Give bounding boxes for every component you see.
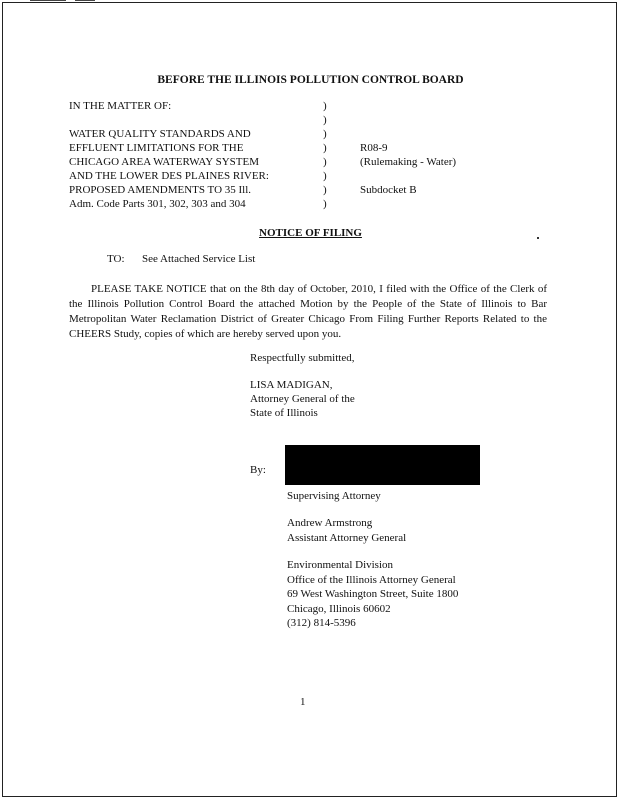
attorney-name: Andrew Armstrong bbox=[287, 517, 373, 529]
docket-type: (Rulemaking - Water) bbox=[360, 156, 457, 168]
redaction-box bbox=[285, 445, 480, 485]
street: 69 West Washington Street, Suite 1800 bbox=[287, 588, 459, 600]
office-address bbox=[287, 558, 458, 631]
caption-line: IN THE MATTER OF: bbox=[69, 100, 172, 112]
division: Environmental Division bbox=[287, 559, 394, 571]
signatory-role: Attorney General of the bbox=[250, 393, 355, 405]
closing: Respectfully submitted, bbox=[250, 352, 355, 364]
caption-parentheses bbox=[323, 99, 327, 211]
docket-number: R08-9 bbox=[360, 142, 388, 154]
caption-line: WATER QUALITY STANDARDS AND bbox=[69, 128, 251, 140]
by-label: By: bbox=[250, 464, 266, 476]
paren: ) bbox=[323, 170, 327, 182]
to-label: TO: bbox=[107, 253, 125, 265]
notice-title: NOTICE OF FILING bbox=[259, 227, 362, 239]
paren: ) bbox=[323, 142, 327, 154]
caption-line: PROPOSED AMENDMENTS TO 35 Ill. bbox=[69, 184, 252, 196]
notice-body-text: PLEASE TAKE NOTICE that on the 8th day of October, 2010, I filed with the Office of the Clerk of the Illinois Pollution Control Board the attached Motion by the People of the State of Illinois to Bar Metropolitan Water Reclamation District of Greater Chicago From Filing Further Reports Related to the CHEERS Study, copies of which are hereby served upon you. bbox=[69, 283, 547, 340]
caption-line: EFFLUENT LIMITATIONS FOR THE bbox=[69, 142, 244, 154]
supervising-label: Supervising Attorney bbox=[287, 490, 381, 502]
page-number: 1 bbox=[300, 696, 306, 708]
assistant-attorney bbox=[287, 516, 406, 545]
subdocket: Subdocket B bbox=[360, 184, 417, 196]
paren: ) bbox=[323, 198, 327, 210]
city: Chicago, Illinois 60602 bbox=[287, 602, 391, 615]
notice-body bbox=[69, 282, 547, 342]
scan-mark bbox=[75, 0, 95, 1]
supervising bbox=[287, 489, 381, 504]
paren: ) bbox=[323, 100, 327, 112]
phone: (312) 814-5396 bbox=[287, 617, 356, 629]
caption-line: CHICAGO AREA WATERWAY SYSTEM bbox=[69, 156, 259, 168]
case-caption bbox=[69, 99, 319, 211]
paren: ) bbox=[323, 184, 327, 196]
attorney-title: Assistant Attorney General bbox=[287, 531, 407, 544]
paren: ) bbox=[323, 156, 327, 168]
signatory bbox=[250, 378, 355, 420]
paren: ) bbox=[323, 114, 327, 126]
scan-speck bbox=[537, 237, 539, 239]
scan-mark bbox=[30, 0, 66, 1]
document-title: BEFORE THE ILLINOIS POLLUTION CONTROL BOARD bbox=[157, 74, 464, 86]
signatory-role: State of Illinois bbox=[250, 407, 318, 419]
caption-line bbox=[69, 113, 319, 127]
caption-line: Adm. Code Parts 301, 302, 303 and 304 bbox=[69, 198, 246, 210]
signature-block bbox=[250, 351, 354, 365]
to-value: See Attached Service List bbox=[142, 253, 256, 265]
office: Office of the Illinois Attorney General bbox=[287, 573, 456, 586]
signatory-name: LISA MADIGAN, bbox=[250, 379, 333, 391]
paren: ) bbox=[323, 128, 327, 140]
caption-line: AND THE LOWER DES PLAINES RIVER: bbox=[69, 170, 269, 182]
